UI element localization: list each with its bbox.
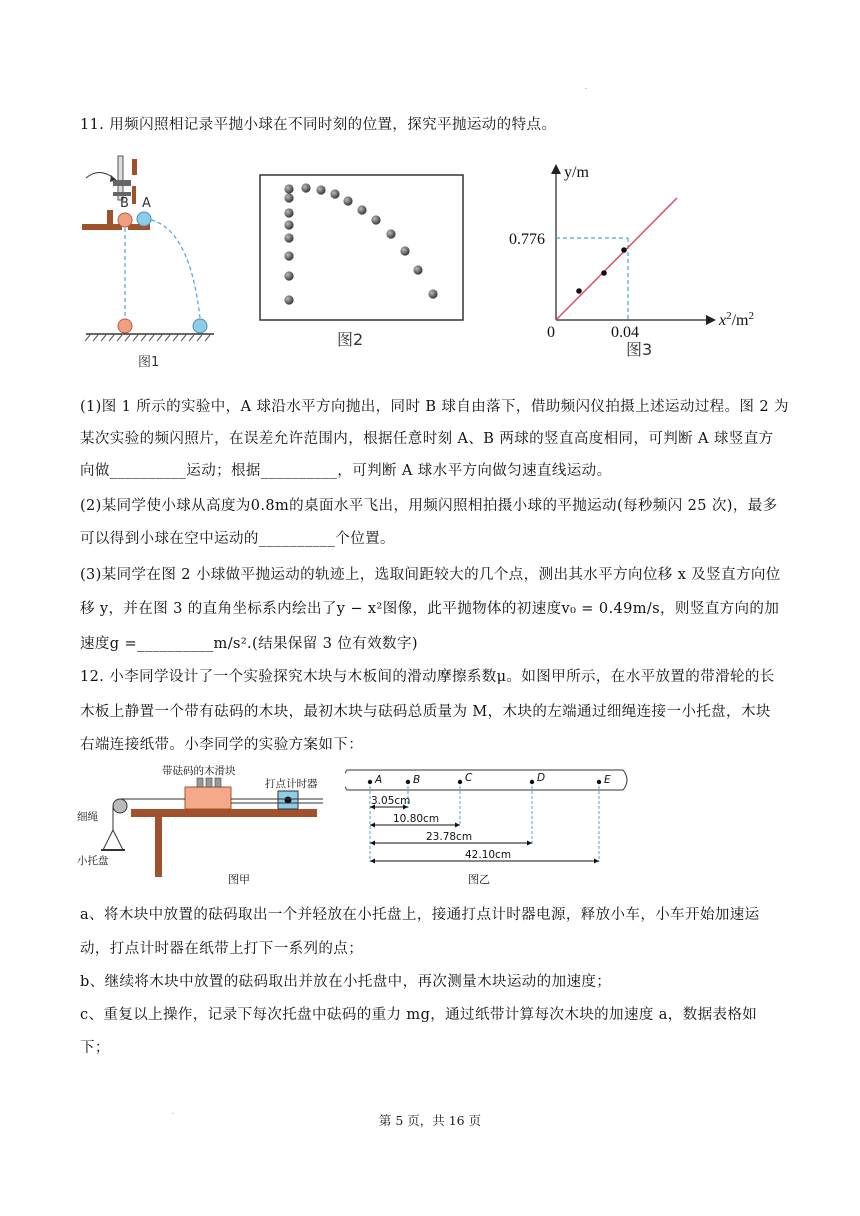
point-b: B [413, 774, 421, 786]
fit-line [556, 198, 677, 320]
figure-yi-label: 图乙 [468, 873, 490, 886]
figure-2-label: 图2 [337, 330, 364, 349]
figure-jia-label: 图甲 [228, 873, 250, 886]
figure-2 [255, 170, 470, 352]
block-label: 带砝码的木滑块 [162, 765, 236, 777]
ball-b [118, 213, 132, 227]
distance-ab: 3.05cm [371, 795, 411, 807]
data-point [621, 247, 627, 253]
pulley [113, 799, 127, 813]
q12-p1-line1: 12. 小李同学设计了一个实验探究木块与木板间的滑动摩擦系数μ。如图甲所示，在水平放置的带滑轮的长 [80, 669, 775, 685]
lever-clamp [113, 180, 131, 186]
page-mark: · [585, 86, 587, 93]
q11-p3-line2: 移 y，并在图 3 的直角坐标系内绘出了y − x²图像，此平抛物体的初速度v₀ = 0.49m/s，则竖直方向的加 [80, 601, 780, 617]
step-c-line1: c、重复以上操作，记录下每次托盘中砝码的重力 mg，通过纸带计算每次木块的加速度 a，数据表格如 [80, 1007, 758, 1023]
table-leg [155, 817, 162, 877]
ball-a [137, 212, 151, 226]
timer-label: 打点计时器 [265, 778, 318, 790]
rope-label: 细绳 [77, 811, 98, 823]
board [131, 809, 317, 817]
left-platform [82, 224, 122, 230]
distance-ad: 23.78cm [426, 831, 473, 843]
step-b: b、继续将木块中放置的砝码取出并放在小托盘中，再次测量木块运动的加速度； [80, 974, 612, 990]
point-d: D [537, 772, 546, 784]
tray-strings [103, 830, 123, 850]
q11-p2-line2: 可以得到小球在空中运动的__________个位置。 [80, 531, 395, 547]
figure-jia [75, 762, 335, 887]
page-mark: · [172, 1111, 174, 1118]
q11-title: 11. 用频闪照相记录平抛小球在不同时刻的位置，探究平抛运动的特点。 [80, 117, 557, 133]
page-footer: 第 5 页，共 16 页 [378, 1113, 482, 1128]
q12-p1-line3: 右端连接纸带。小李同学的实验方案如下： [80, 737, 364, 753]
ball-a-landed [193, 319, 207, 333]
point-a: A [375, 774, 383, 786]
tray-label: 小托盘 [77, 855, 109, 867]
stand-post [132, 159, 137, 175]
step-a-line2: 动，打点计时器在纸带上打下一系列的点； [80, 941, 364, 957]
point-e: E [604, 774, 611, 786]
step-c-line2: 下； [80, 1040, 110, 1056]
y-axis-label: y/m [564, 164, 589, 181]
figure-3 [505, 152, 775, 362]
ball-a-label: A [142, 196, 151, 211]
figure-1-label: 图1 [138, 355, 160, 370]
x-axis-label: $x^2/m^2$ [719, 310, 754, 329]
step-a-line1: a、将木块中放置的砝码取出一个并轻放在小托盘上，接通打点计时器电源，释放小车，小车开始加速运 [80, 907, 760, 923]
data-point [576, 288, 582, 294]
q12-p1-line2: 木板上静置一个带有砝码的木块，最初木块与砝码总质量为 M，木块的左端通过细绳连接一小托盘，木块 [80, 704, 771, 720]
point-c: C [465, 772, 473, 784]
tape [345, 770, 627, 790]
distance-ac: 10.80cm [393, 813, 440, 825]
figure-3-label: 图3 [626, 340, 653, 359]
wood-block [185, 787, 231, 809]
q11-p3-line3: 速度g =__________m/s².(结果保留 3 位有效数字) [80, 636, 418, 652]
data-point [601, 270, 607, 276]
figure-1 [80, 150, 220, 375]
ball-b-landed [118, 319, 132, 333]
q11-p1-line1: (1)图 1 所示的实验中，A 球沿水平方向抛出，同时 B 球自由落下，借助频闪仪拍摄上述运动过程。图 2 为 [80, 399, 789, 415]
y-tick-label: 0.776 [509, 231, 545, 248]
q11-p2-line1: (2)某同学使小球从高度为0.8m的桌面水平飞出，用频闪照相拍摄小球的平抛运动(每秒频闪 25 次)，最多 [80, 498, 778, 514]
distance-ae: 42.10cm [465, 849, 512, 861]
origin-label: 0 [547, 324, 555, 341]
q11-p1-line3: 向做__________运动；根据__________，可判断 A 球水平方向做匀速直线运动。 [80, 463, 612, 479]
q11-p1-line2: 某次实验的频闪照片，在误差允许范围内，根据任意时刻 A、B 两球的竖直高度相同，可判断 A 球竖直方 [80, 431, 774, 447]
q11-p3-line1: (3)某同学在图 2 小球做平抛运动的轨迹上，选取间距较大的几个点，测出其水平方向位移 x 及竖直方向位 [80, 567, 781, 583]
figure-yi [345, 762, 630, 887]
ball-b-label: B [120, 196, 129, 211]
x-tick-label: 0.04 [611, 324, 639, 341]
